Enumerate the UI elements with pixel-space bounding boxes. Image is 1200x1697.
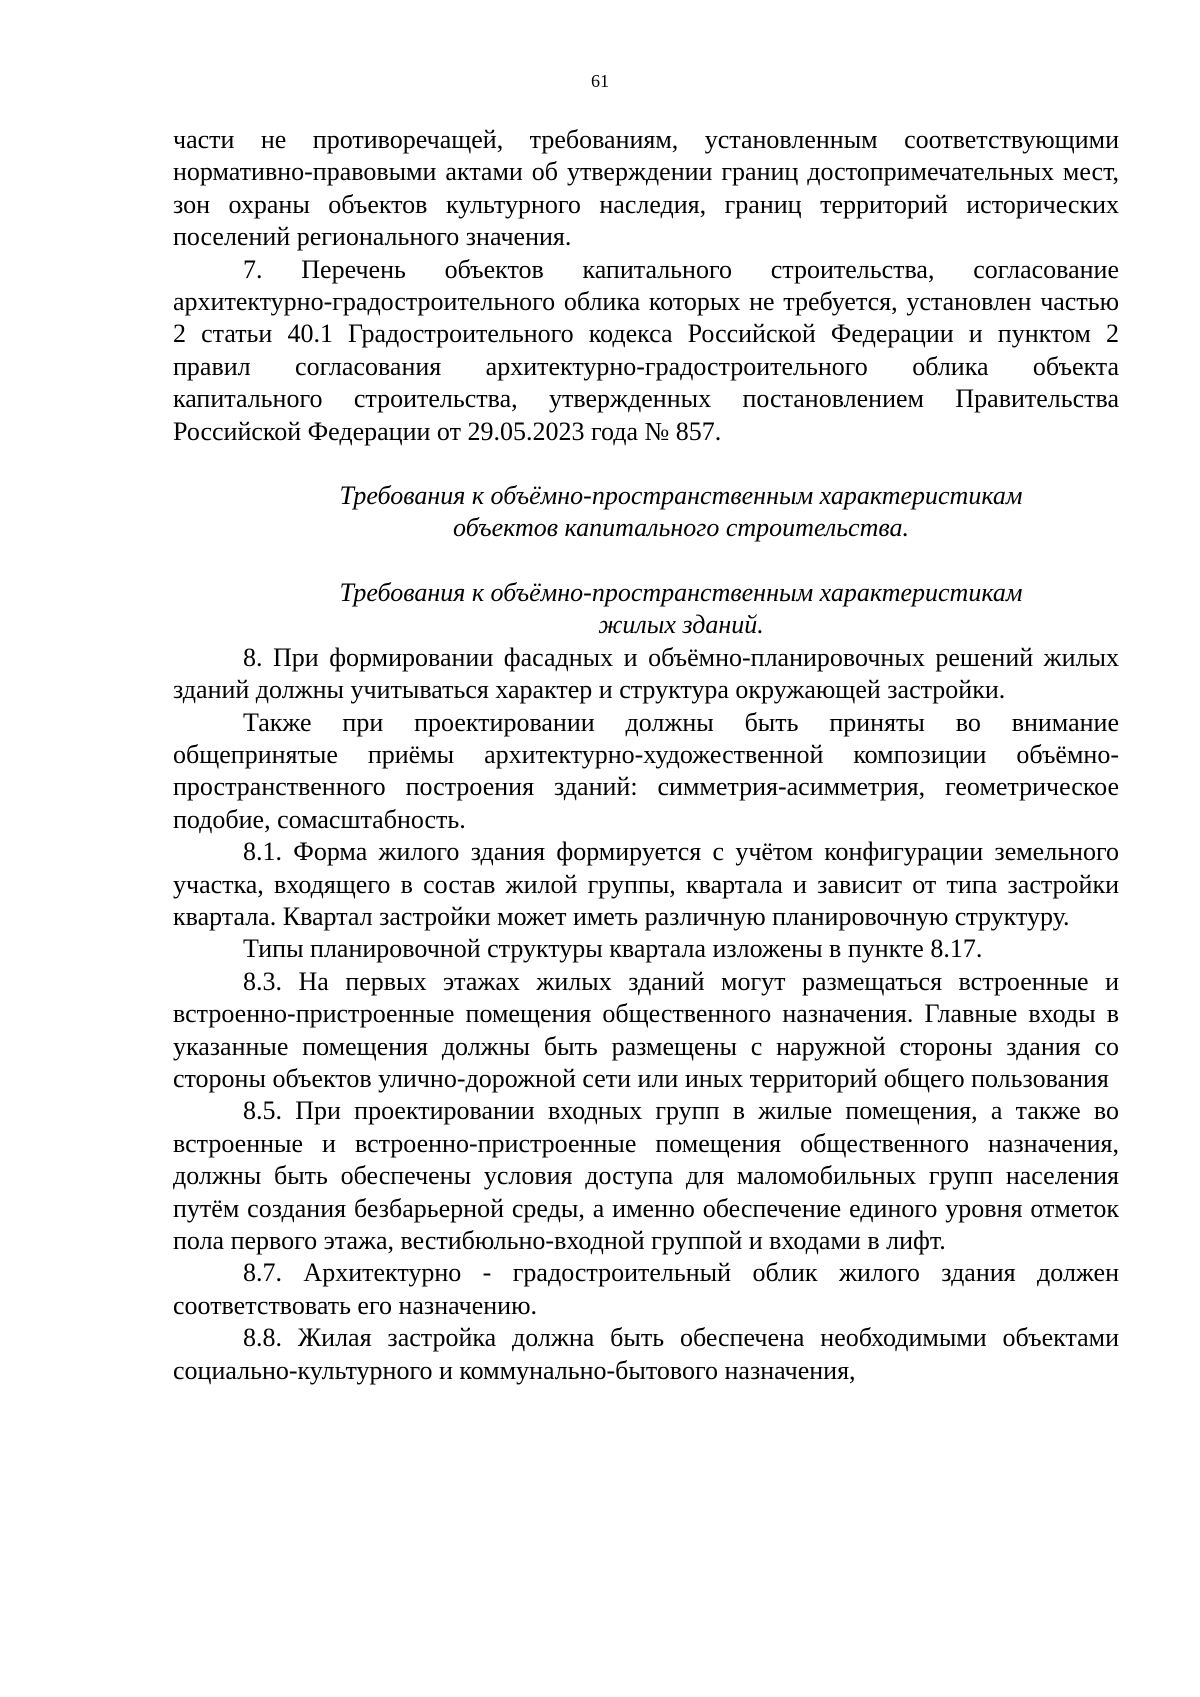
heading-line: объектов капитального строительства. <box>453 513 909 543</box>
paragraph-8-5: 8.5. При проектировании входных групп в жилые помещения, а также во встроенные и встроенно-пристроенные помещения общественного назначения, должны быть обеспечены условия доступа для маломобильных групп населения путём создания безбарьерной среды, а именно обеспечение единого уровня отметок пола первого этажа, вестибюльно-входной группой и входами в лифт. <box>173 1096 1119 1255</box>
section-heading-residential-buildings <box>173 577 1119 642</box>
paragraph-8: 8. При формировании фасадных и объёмно-планировочных решений жилых зданий должны учитываться характер и структура окружающей застройки. <box>173 642 1119 705</box>
document-body <box>173 124 1119 1387</box>
paragraph-8-7: 8.7. Архитектурно - градостроительный облик жилого здания должен соответствовать его назначению. <box>173 1258 1119 1320</box>
heading-line: Требования к объёмно-пространственным характеристикам <box>339 577 1023 607</box>
paragraph-8-3: 8.3. На первых этажах жилых зданий могут размещаться встроенные и встроенно-пристроенные помещения общественного назначения. Главные входы в указанные помещения должны быть размещены с наружной стороны здания со стороны объектов улично-дорожной сети или иных территорий общего пользования <box>173 966 1119 1093</box>
heading-line: Требования к объёмно-пространственным характеристикам <box>339 481 1023 511</box>
page-number: 61 <box>591 71 609 91</box>
heading-line: жилых зданий. <box>598 610 764 640</box>
paragraph-8-composition: Также при проектировании должны быть приняты во внимание общепринятые приёмы архитектурно-художественной композиции объёмно-пространственного построения зданий: симметрия-асимметрия, геометрическое подобие, сомасштабность. <box>173 707 1119 834</box>
paragraph-7: 7. Перечень объектов капитального строительства, согласование архитектурно-градостроительного облика которых не требуется, установлен частью 2 статьи 40.1 Градостроительного кодекса Российской Федерации и пунктом 2 правил согласования архитектурно-градостроительного облика объекта капитального строительства, утвержденных постановлением Правительства Российской Федерации от 29.05.2023 года № 857. <box>173 254 1119 446</box>
section-heading-capital-objects <box>173 480 1119 545</box>
paragraph-8-8: 8.8. Жилая застройка должна быть обеспечена необходимыми объектами социально-культурного и коммунально-бытового назначения, <box>173 1323 1119 1385</box>
paragraph-continuation: части не противоречащей, требованиям, установленным соответствующими нормативно-правовыми актами об утверждении границ достопримечательных мест, зон охраны объектов культурного наследия, границ территорий исторических поселений регионального значения. <box>173 125 1119 252</box>
spacer <box>173 545 1119 577</box>
paragraph-8-1: 8.1. Форма жилого здания формируется с учётом конфигурации земельного участка, входящего в состав жилой группы, квартала и зависит от типа застройки квартала. Квартал застройки может иметь различную планировочную структуру. <box>173 837 1119 931</box>
paragraph-8-1-types: Типы планировочной структуры квартала изложены в пункте 8.17. <box>243 934 983 964</box>
